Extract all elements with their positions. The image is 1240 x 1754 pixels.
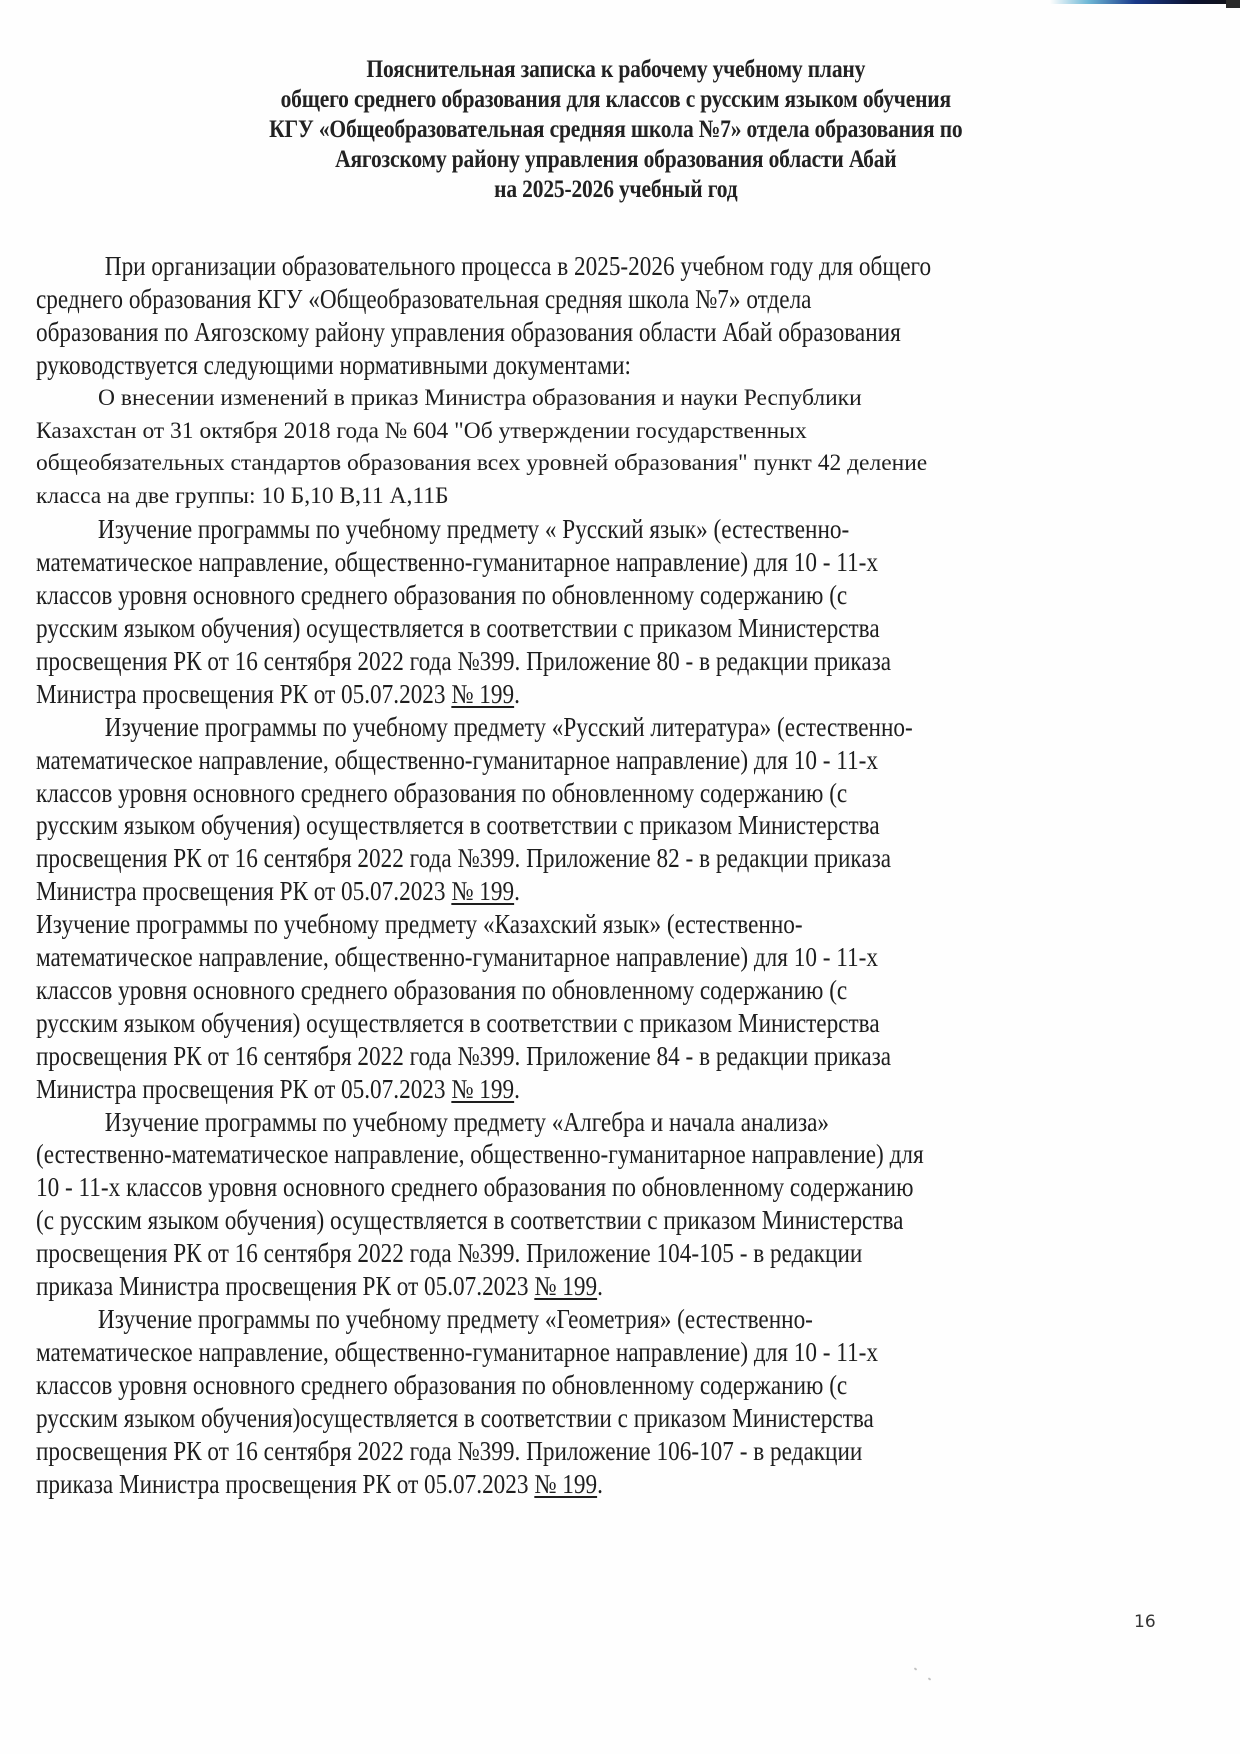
- title-line: общего среднего образования для классов с русским языком обучения: [280, 86, 951, 113]
- subject-paragraph-russian-language: [36, 513, 1120, 710]
- text-line: русским языком обучения) осуществляется в соответствии с приказом Министерства: [36, 810, 880, 841]
- order-reference-link[interactable]: № 199: [534, 1271, 598, 1302]
- scan-speck: [914, 1667, 918, 1670]
- text-line-content: приказа Министра просвещения РК от 05.07.2023: [36, 1271, 535, 1302]
- order-reference-link[interactable]: № 199: [451, 876, 515, 907]
- text-line: Изучение программы по учебному предмету «Геометрия» (естественно-: [97, 1304, 813, 1334]
- page-number: 16: [1134, 1612, 1156, 1632]
- title-line: на 2025-2026 учебный год: [494, 176, 738, 203]
- scan-edge-artifact: [1050, 0, 1240, 4]
- text-line-content: .: [514, 1073, 520, 1104]
- text-line: (естественно-математическое направление, общественно-гуманитарное направление) для: [36, 1139, 924, 1170]
- amendment-paragraph: [36, 382, 1120, 514]
- text-line: просвещения РК от 16 сентября 2022 года №399. Приложение 104-105 - в редакции: [36, 1238, 863, 1269]
- text-line: общеобязательных стандартов образования всех уровней образования" пункт 42 деление: [36, 450, 928, 477]
- document-title: [83, 55, 1149, 205]
- text-line: математическое направление, общественно-гуманитарное направление) для 10 - 11-х: [36, 942, 879, 973]
- subject-paragraph-algebra: [36, 1106, 1120, 1303]
- text-line-content: Министра просвещения РК от 05.07.2023: [36, 876, 452, 907]
- text-line: руководствуется следующими нормативными документами:: [36, 349, 631, 380]
- text-line: просвещения РК от 16 сентября 2022 года №399. Приложение 80 - в редакции приказа: [36, 645, 892, 676]
- text-line: Изучение программы по учебному предмету «Алгебра и начала анализа»: [104, 1106, 830, 1137]
- text-line: (с русским языком обучения) осуществляется в соответствии с приказом Министерства: [36, 1205, 904, 1236]
- text-line: Изучение программы по учебному предмету «Русский литература» (естественно-: [104, 711, 913, 742]
- text-line: [36, 678, 1120, 711]
- text-line: [36, 1270, 1120, 1303]
- text-line: [36, 875, 1120, 908]
- text-line: математическое направление, общественно-гуманитарное направление) для 10 - 11-х: [36, 547, 879, 578]
- order-reference-link[interactable]: № 199: [451, 678, 515, 709]
- text-line-content: .: [597, 1468, 603, 1499]
- text-line-content: .: [597, 1271, 603, 1302]
- text-line: Казахстан от 31 октября 2018 года № 604 "Об утверждении государственных: [36, 417, 807, 444]
- subject-paragraph-geometry: [36, 1303, 1120, 1500]
- text-line-content: .: [514, 678, 520, 709]
- text-line: классов уровня основного среднего образования по обновленному содержанию (с: [36, 580, 848, 611]
- text-line: [36, 1073, 1120, 1106]
- text-line: среднего образования КГУ «Общеобразовательная средняя школа №7» отдела: [36, 283, 812, 314]
- intro-paragraph: [36, 250, 1120, 382]
- text-line: классов уровня основного среднего образования по обновленному содержанию (с: [36, 974, 848, 1005]
- title-line: Пояснительная записка к рабочему учебному плану: [366, 56, 866, 83]
- text-line: классов уровня основного среднего образования по обновленному содержанию (с: [36, 777, 848, 808]
- text-line: просвещения РК от 16 сентября 2022 года №399. Приложение 82 - в редакции приказа: [36, 843, 892, 874]
- scan-speck: [928, 1677, 932, 1680]
- text-line: класса на две группы: 10 Б,10 В,11 А,11Б: [36, 483, 449, 510]
- text-line-content: Министра просвещения РК от 05.07.2023: [36, 678, 452, 709]
- text-line: просвещения РК от 16 сентября 2022 года №399. Приложение 84 - в редакции приказа: [36, 1040, 892, 1071]
- order-reference-link[interactable]: № 199: [451, 1073, 515, 1104]
- text-line: просвещения РК от 16 сентября 2022 года №399. Приложение 106-107 - в редакции: [36, 1435, 863, 1466]
- text-line: При организации образовательного процесса в 2025-2026 учебном году для общего: [104, 251, 932, 281]
- title-line: КГУ «Общеобразовательная средняя школа №7» отдела образования по: [269, 116, 963, 143]
- title-line: Аягозскому району управления образования области Абай: [335, 146, 897, 173]
- text-line: 10 - 11-х классов уровня основного среднего образования по обновленному содержанию: [36, 1172, 914, 1203]
- text-line: русским языком обучения) осуществляется в соответствии с приказом Министерства: [36, 1007, 880, 1038]
- text-line: Изучение программы по учебному предмету « Русский язык» (естественно-: [97, 514, 850, 545]
- text-line: образования по Аягозскому району управления образования области Абай образования: [36, 316, 901, 347]
- order-reference-link[interactable]: № 199: [534, 1468, 598, 1499]
- text-line: математическое направление, общественно-гуманитарное направление) для 10 - 11-х: [36, 1336, 879, 1367]
- text-line-content: О внесении изменений в приказ Министра образования и науки Республики: [98, 384, 862, 411]
- text-line: Изучение программы по учебному предмету «Казахский язык» (естественно-: [36, 909, 803, 940]
- text-line: математическое направление, общественно-гуманитарное направление) для 10 - 11-х: [36, 744, 879, 775]
- text-line: [36, 1468, 1120, 1501]
- text-line: [36, 382, 1240, 415]
- text-line: русским языком обучения) осуществляется в соответствии с приказом Министерства: [36, 612, 880, 643]
- text-line-content: приказа Министра просвещения РК от 05.07.2023: [36, 1468, 535, 1499]
- text-line-content: .: [514, 876, 520, 907]
- text-line: русским языком обучения)осуществляется в соответствии с приказом Министерства: [36, 1402, 874, 1433]
- document-body: [36, 250, 1120, 1500]
- subject-paragraph-kazakh-language: [36, 908, 1120, 1105]
- scan-corner-artifact: [1226, 0, 1240, 8]
- subject-paragraph-russian-literature: [36, 711, 1120, 908]
- text-line-content: Министра просвещения РК от 05.07.2023: [36, 1073, 452, 1104]
- text-line: классов уровня основного среднего образования по обновленному содержанию (с: [36, 1369, 848, 1400]
